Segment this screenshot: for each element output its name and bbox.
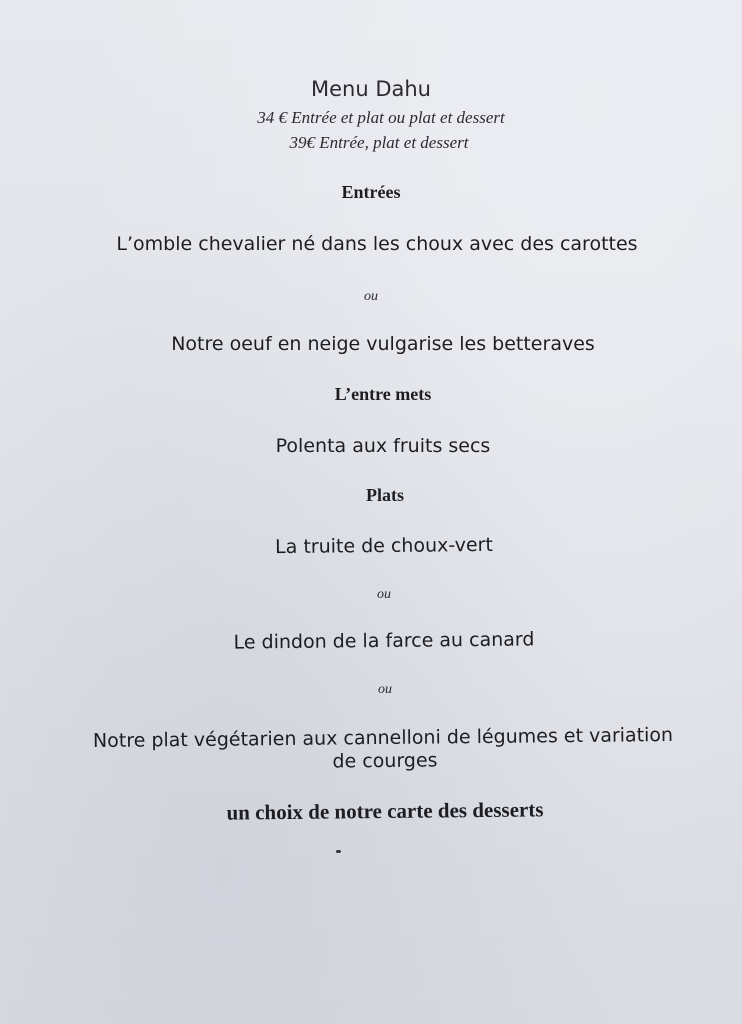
plat-dish-3-line-1: Notre plat végétarien aux cannelloni de légumes et variation	[92, 723, 674, 753]
plat-separator-2: ou	[378, 682, 392, 697]
entremets-dish-1: Polenta aux fruits secs	[275, 435, 491, 457]
entree-separator: ou	[364, 289, 378, 304]
section-heading-entremets: L’entre mets	[334, 384, 432, 404]
price-line-1: 34 € Entrée et plat ou plat et dessert	[257, 108, 505, 127]
entree-dish-2: Notre oeuf en neige vulgarise les betteraves	[171, 333, 595, 355]
plat-dish-3-line-2: de courges	[332, 749, 438, 773]
plat-dish-2: Le dindon de la farce au canard	[233, 628, 535, 654]
desserts-line: un choix de notre carte des desserts	[226, 797, 544, 825]
plat-separator-1: ou	[377, 587, 391, 602]
plat-dish-1: La truite de choux-vert	[275, 533, 493, 559]
price-line-2: 39€ Entrée, plat et dessert	[289, 133, 469, 152]
section-heading-plats: Plats	[366, 485, 404, 505]
paper-speck	[336, 850, 341, 853]
section-heading-entrees: Entrées	[341, 182, 401, 202]
entree-dish-1: L’omble chevalier né dans les choux avec des carottes	[116, 233, 638, 255]
menu-title: Menu Dahu	[311, 77, 431, 101]
